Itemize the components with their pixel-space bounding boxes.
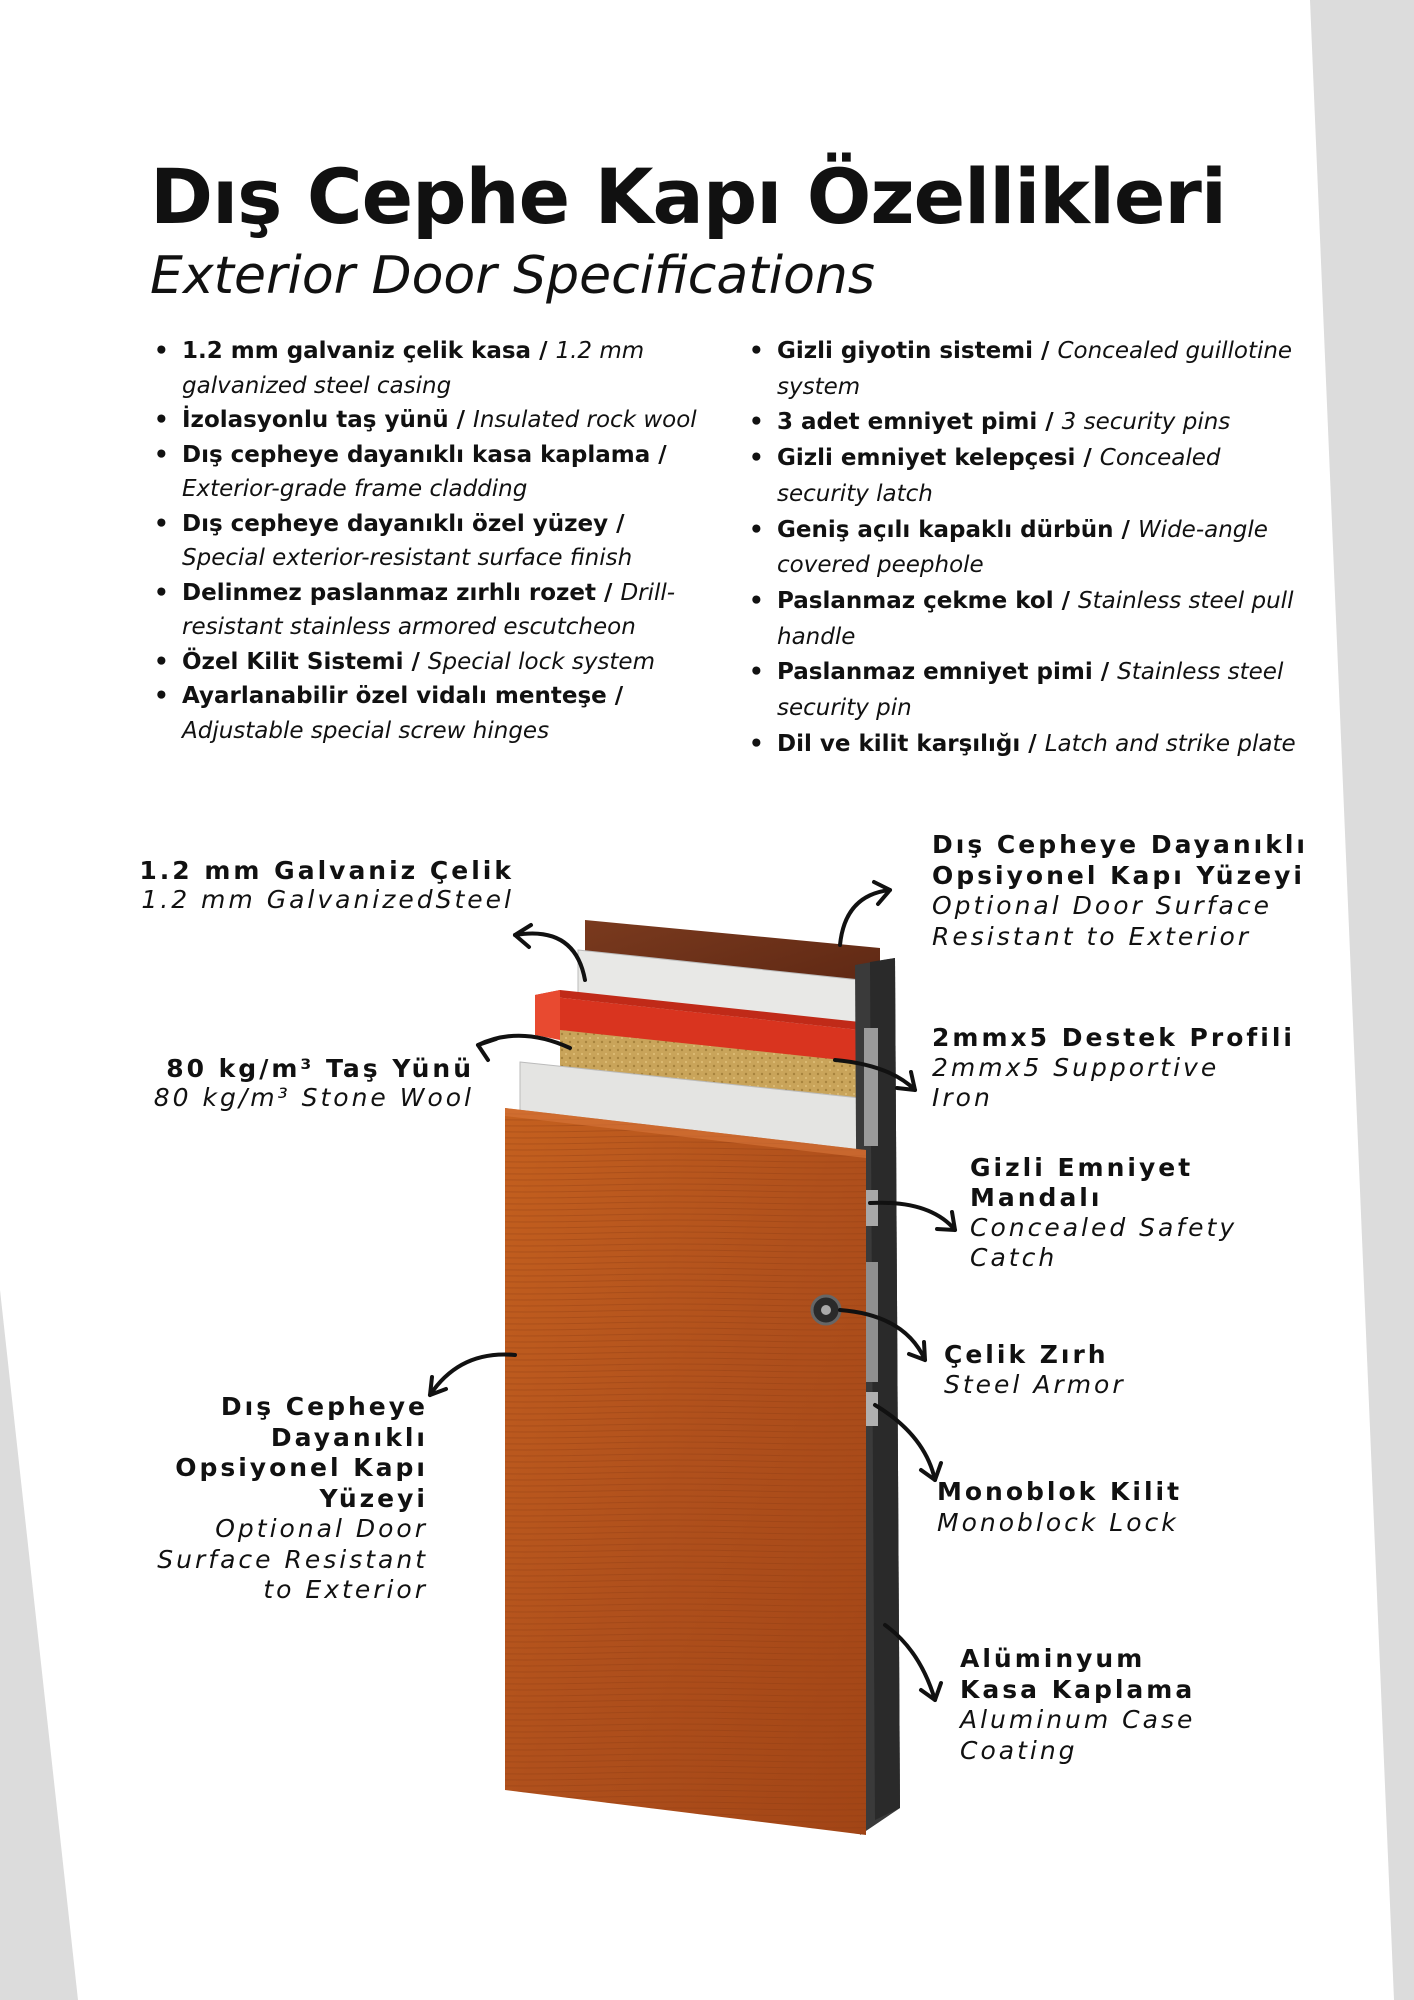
spec-item: • Geniş açılı kapaklı dürbün / Wide-angle covered peephole — [745, 513, 1300, 584]
spec-item: • Gizli giyotin sistemi / Concealed guillotine system — [745, 334, 1300, 405]
callout-door-surface-left: Dış Cepheye Dayanıklı Opsiyonel Kapı Yüzeyi Optional Door Surface Resistant to Exterior — [157, 1392, 428, 1604]
callout-door-surface-right: Dış Cepheye Dayanıklı Opsiyonel Kapı Yüzeyi Optional Door Surface Resistant to Exterior — [932, 830, 1308, 951]
page-title: Dış Cephe Kapı Özellikleri — [150, 152, 1226, 241]
spec-item: • Paslanmaz emniyet pimi / Stainless steel security pin — [745, 655, 1300, 726]
callout-monoblock-lock: Monoblok Kilit Monoblock Lock — [937, 1477, 1183, 1537]
spec-item: • Dil ve kilit karşılığı / Latch and strike plate — [745, 727, 1300, 763]
spec-item: • Özel Kilit Sistemi / Special lock system — [150, 645, 710, 680]
spec-item: • Delinmez paslanmaz zırhlı rozet / Drill-resistant stainless armored escutcheon — [150, 576, 710, 645]
spec-item: • Ayarlanabilir özel vidalı menteşe / Adjustable special screw hinges — [150, 679, 710, 748]
callout-galvaniz: 1.2 mm Galvaniz Çelik 1.2 mm GalvanizedSteel — [139, 856, 514, 914]
callout-support-profile: 2mmx5 Destek Profili 2mmx5 Supportive Iron — [932, 1023, 1295, 1112]
spec-item: • Paslanmaz çekme kol / Stainless steel pull handle — [745, 584, 1300, 655]
callout-safety-catch: Gizli Emniyet Mandalı Concealed Safety Catch — [970, 1153, 1238, 1272]
spec-item: • 3 adet emniyet pimi / 3 security pins — [745, 405, 1300, 441]
callout-tas-yunu: 80 kg/m³ Taş Yünü 80 kg/m³ Stone Wool — [153, 1054, 474, 1112]
spec-item: • Gizli emniyet kelepçesi / Concealed security latch — [745, 441, 1300, 512]
callout-aluminum-case: Alüminyum Kasa Kaplama Aluminum Case Coating — [960, 1644, 1196, 1765]
spec-item: • 1.2 mm galvaniz çelik kasa / 1.2 mm galvanized steel casing — [150, 334, 710, 403]
page-subtitle: Exterior Door Specifications — [150, 246, 875, 306]
spec-item: • Dış cepheye dayanıklı kasa kaplama / Exterior-grade frame cladding — [150, 438, 710, 507]
callout-steel-armor: Çelik Zırh Steel Armor — [944, 1340, 1126, 1399]
spec-item: • Dış cepheye dayanıklı özel yüzey / Special exterior-resistant surface finish — [150, 507, 710, 576]
spec-item: • İzolasyonlu taş yünü / Insulated rock wool — [150, 403, 710, 438]
